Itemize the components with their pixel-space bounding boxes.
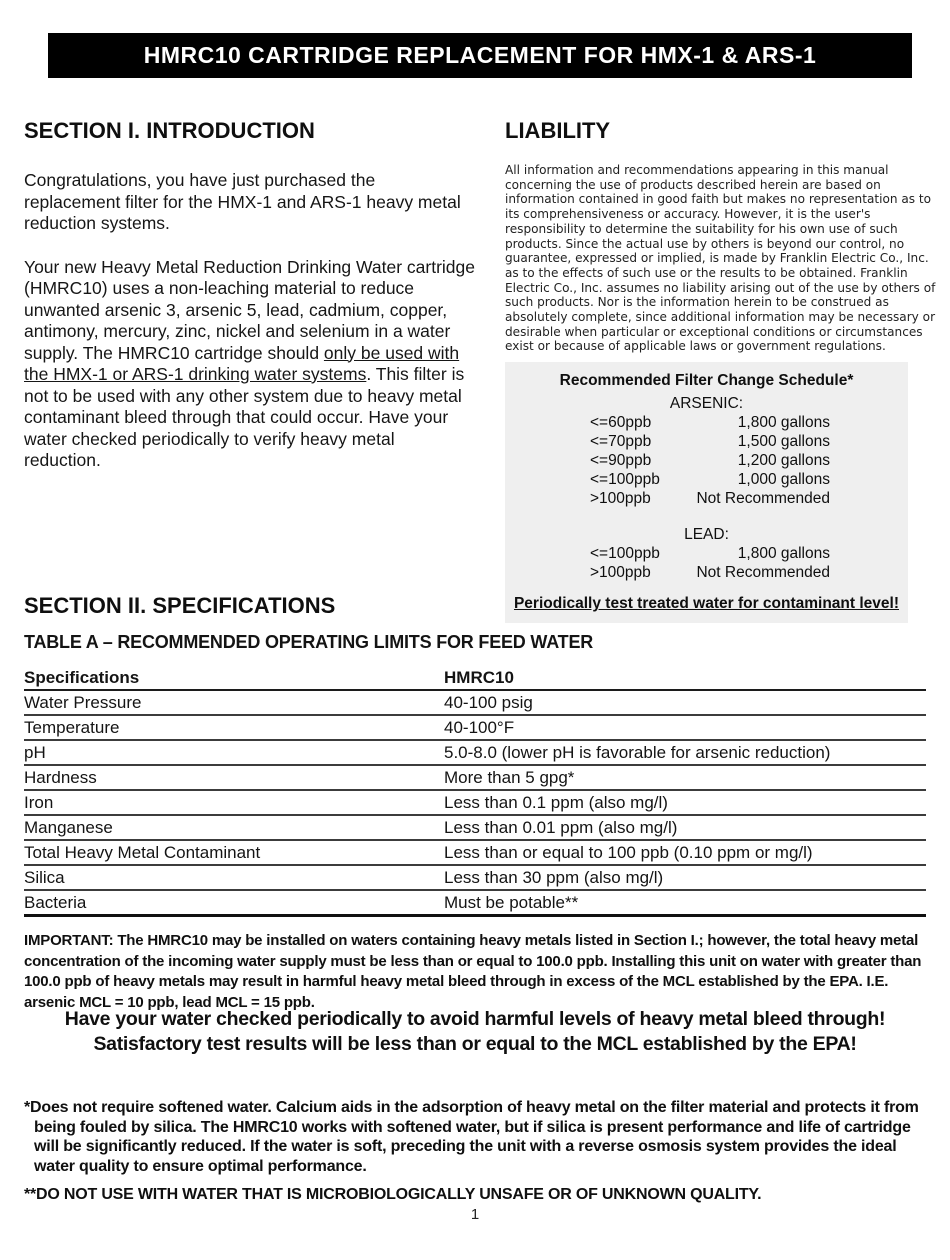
spec-name: Total Heavy Metal Contaminant (24, 840, 444, 865)
schedule-title: Recommended Filter Change Schedule* (559, 372, 854, 389)
spec-name: Water Pressure (24, 690, 444, 715)
schedule-group-lead (505, 525, 908, 582)
spec-value: 40-100°F (444, 715, 926, 740)
schedule-group-name: LEAD: (684, 526, 729, 543)
table-row (24, 890, 926, 916)
intro-paragraph-2 (24, 257, 476, 472)
schedule-row (590, 432, 830, 451)
schedule-row (590, 470, 830, 489)
intro-p2-underlined: only be used with the HMX-1 or ARS-1 drinking water systems (24, 342, 460, 384)
schedule-threshold: <=100ppb (590, 545, 660, 562)
schedule-gallons: 1,000 gallons (737, 471, 830, 488)
spec-name: Temperature (24, 715, 444, 740)
spec-value: Less than 0.1 ppm (also mg/l) (444, 790, 926, 815)
schedule-gallons: 1,200 gallons (737, 452, 830, 469)
spec-name: Iron (24, 790, 444, 815)
schedule-threshold: <=70ppb (590, 433, 652, 450)
schedule-gallons: 1,800 gallons (737, 414, 830, 431)
schedule-threshold: >100ppb (590, 564, 651, 581)
schedule-group-name: ARSENIC: (669, 395, 744, 412)
schedule-row (590, 413, 830, 432)
table-a-title: TABLE A – RECOMMENDED OPERATING LIMITS FOR FEED WATER (24, 632, 594, 652)
footnote-softened-water: *Does not require softened water. Calcium aids in the adsorption of heavy metal on the filter material and protects it from being fouled by silica. The HMRC10 works with softened water, but if silica is present performance and life of cartridge will be significantly reduced. If the water is soft, preceding the unit with a reverse osmosis system provides the ideal water quality to ensure optimal performance. (24, 1099, 919, 1175)
table-header-row (24, 666, 926, 690)
schedule-threshold: <=100ppb (590, 471, 660, 488)
document-title: HMRC10 CARTRIDGE REPLACEMENT FOR HMX-1 & ARS-1 (143, 42, 817, 68)
table-row (24, 790, 926, 815)
introduction-column (24, 118, 476, 472)
table-row (24, 840, 926, 865)
schedule-row (590, 544, 830, 563)
warning-line-1: Have your water checked periodically to avoid harmful levels of heavy metal bleed through! (64, 1008, 886, 1030)
schedule-threshold: <=90ppb (590, 452, 652, 469)
table-row (24, 765, 926, 790)
specifications-table (24, 666, 926, 917)
table-row (24, 740, 926, 765)
schedule-gallons: 1,500 gallons (737, 433, 830, 450)
intro-paragraph-1: Congratulations, you have just purchased the replacement filter for the HMX-1 and ARS-1 heavy metal reduction systems. (24, 170, 461, 233)
spec-value: Less than 0.01 ppm (also mg/l) (444, 815, 926, 840)
column-header-hmrc10: HMRC10 (444, 666, 926, 690)
spec-value: More than 5 gpg* (444, 765, 926, 790)
document-title-bar (48, 33, 912, 78)
table-row (24, 715, 926, 740)
schedule-row (590, 451, 830, 470)
spec-value: 5.0-8.0 (lower pH is favorable for arsenic reduction) (444, 740, 926, 765)
schedule-footer-note: Periodically test treated water for contaminant level! (513, 595, 900, 612)
spec-value: 40-100 psig (444, 690, 926, 715)
section1-heading: SECTION I. INTRODUCTION (24, 118, 315, 143)
schedule-gallons: Not Recommended (696, 564, 830, 581)
spec-name: Bacteria (24, 890, 444, 916)
spec-name: Manganese (24, 815, 444, 840)
schedule-spacer (505, 508, 908, 525)
spec-value: Less than or equal to 100 ppb (0.10 ppm or mg/l) (444, 840, 926, 865)
footnote-microbiological: **DO NOT USE WITH WATER THAT IS MICROBIOLOGICALLY UNSAFE OR OF UNKNOWN QUALITY. (24, 1186, 762, 1203)
spec-name: pH (24, 740, 444, 765)
intro-p2-before: Your new Heavy Metal Reduction Drinking Water cartridge (HMRC10) uses a non-leaching material to reduce unwanted arsenic 3, arsenic 5, lead, cadmium, copper, antimony, mercury, zinc, nickel and selenium in a water supply. The HMRC10 cartridge should (24, 256, 475, 363)
column-header-specifications: Specifications (24, 666, 444, 690)
schedule-gallons: Not Recommended (696, 490, 830, 507)
liability-heading: LIABILITY (505, 118, 611, 143)
page-number: 1 (470, 1206, 480, 1223)
schedule-threshold: <=60ppb (590, 414, 652, 431)
schedule-group-arsenic (505, 394, 908, 508)
spec-name: Hardness (24, 765, 444, 790)
table-row (24, 815, 926, 840)
spec-value: Must be potable** (444, 890, 926, 916)
section2-heading: SECTION II. SPECIFICATIONS (24, 593, 336, 618)
warning-line-2: Satisfactory test results will be less than or equal to the MCL established by the EPA! (93, 1033, 857, 1055)
schedule-row (590, 489, 830, 508)
important-note: IMPORTANT: The HMRC10 may be installed on waters containing heavy metals listed in Section I.; however, the total heavy metal concentration of the incoming water supply must be less than or equal to 100.0 ppb. Installing this unit on water with greater than 100.0 ppb of heavy metals may result in harmful heavy metal bleed through in excess of the MCL established by the EPA. I.E. arsenic MCL = 10 ppb, lead MCL = 15 ppb. (24, 932, 922, 1011)
intro-p2-after: . This filter is not to be used with any other system due to heavy metal contaminant bleed through that could occur. Have your water checked periodically to verify heavy metal reduction. (24, 364, 465, 470)
schedule-row (590, 563, 830, 582)
warning-banner (24, 1007, 926, 1057)
filter-change-schedule-box (505, 362, 908, 623)
table-row (24, 690, 926, 715)
liability-column (505, 118, 936, 612)
spec-value: Less than 30 ppm (also mg/l) (444, 865, 926, 890)
schedule-threshold: >100ppb (590, 490, 651, 507)
table-row (24, 865, 926, 890)
schedule-gallons: 1,800 gallons (737, 545, 830, 562)
liability-paragraph: All information and recommendations appearing in this manual concerning the use of products described herein are based on information contained in good faith but makes no representation as to its comprehensiveness or accuracy. However, it is the user's responsibility to determine the suitability for his own use of such products. Since the actual use by others is beyond our control, no guarantee, expressed or implied, is made by Franklin Electric Co., Inc. as to the effects of such use or the results to be obtained. Franklin Electric Co., Inc. assumes no liability arising out of the use by others of such products. Nor is the information herein to be construed as absolutely complete, since additional information may be necessary or desirable when particular or exceptional conditions or circumstances exist or because of applicable laws or government regulations. (505, 163, 936, 354)
spec-name: Silica (24, 865, 444, 890)
